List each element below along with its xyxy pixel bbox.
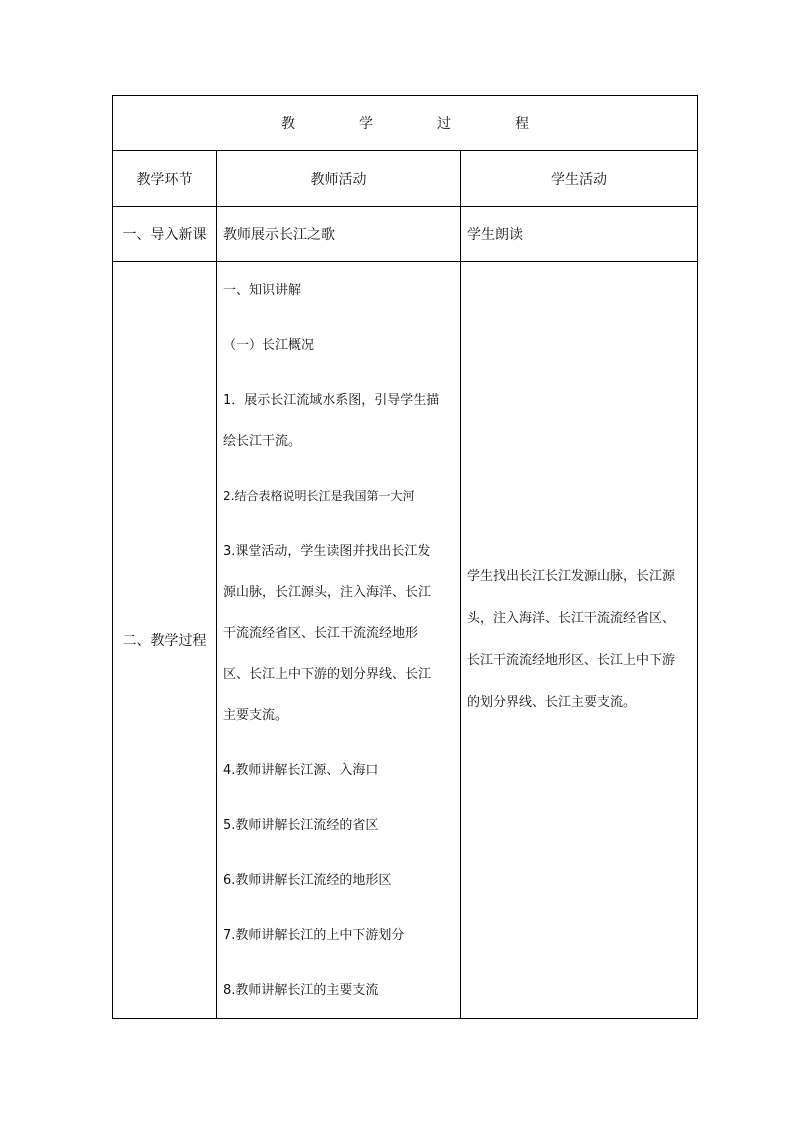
teacher-line: 绘长江干流。 [223, 434, 302, 449]
title-char: 教 [281, 116, 295, 132]
process-stage: 二、教学过程 [113, 262, 217, 1019]
teacher-line: 1．展示长江流域水系图，引导学生描 [223, 393, 440, 408]
header-stage: 教学环节 [113, 151, 217, 207]
process-student-activity [461, 262, 698, 1019]
title-char: 学 [359, 116, 373, 132]
title-char: 程 [515, 116, 529, 132]
teacher-line: 3.课堂活动，学生读图并找出长江发 [223, 544, 431, 559]
teacher-line: 4.教师讲解长江源、入海口 [223, 763, 379, 778]
teacher-line: 8.教师讲解长江的主要支流 [223, 983, 379, 998]
teacher-line: 2.结合表格说明长江是我国第一大河 [223, 489, 415, 503]
teacher-line: 5.教师讲解长江流经的省区 [223, 818, 379, 833]
process-row [113, 262, 698, 1019]
student-line: 长江干流流经地形区、长江上中下游 [467, 653, 676, 668]
teacher-line: 一、知识讲解 [223, 283, 302, 298]
teacher-line: 源山脉，长江源头，注入海洋、长江 [223, 585, 432, 600]
teacher-line: 7.教师讲解长江的上中下游划分 [223, 928, 405, 943]
title-char: 过 [437, 116, 451, 132]
intro-row [113, 207, 698, 262]
student-line: 头，注入海洋、长江干流流经省区、 [467, 611, 676, 626]
teacher-line: 干流流经省区、长江干流流经地形 [223, 626, 419, 641]
intro-student: 学生朗读 [461, 207, 698, 262]
header-row [113, 151, 698, 207]
lesson-plan-table [112, 95, 698, 1019]
header-student: 学生活动 [461, 151, 698, 207]
student-line: 的划分界线、长江主要支流。 [467, 695, 637, 710]
intro-teacher: 教师展示长江之歌 [217, 207, 461, 262]
teacher-line: （一）长江概况 [223, 338, 315, 353]
intro-stage: 一、导入新课 [113, 207, 217, 262]
process-teacher-activity [217, 262, 461, 1019]
teacher-line: 主要支流。 [223, 708, 289, 723]
teacher-line: 6.教师讲解长江流经的地形区 [223, 873, 392, 888]
title-row [113, 96, 698, 151]
header-teacher: 教师活动 [217, 151, 461, 207]
teacher-line: 区、长江上中下游的划分界线、长江 [223, 667, 432, 682]
student-line: 学生找出长江长江发源山脉，长江源 [467, 569, 676, 584]
table-title [113, 96, 698, 151]
